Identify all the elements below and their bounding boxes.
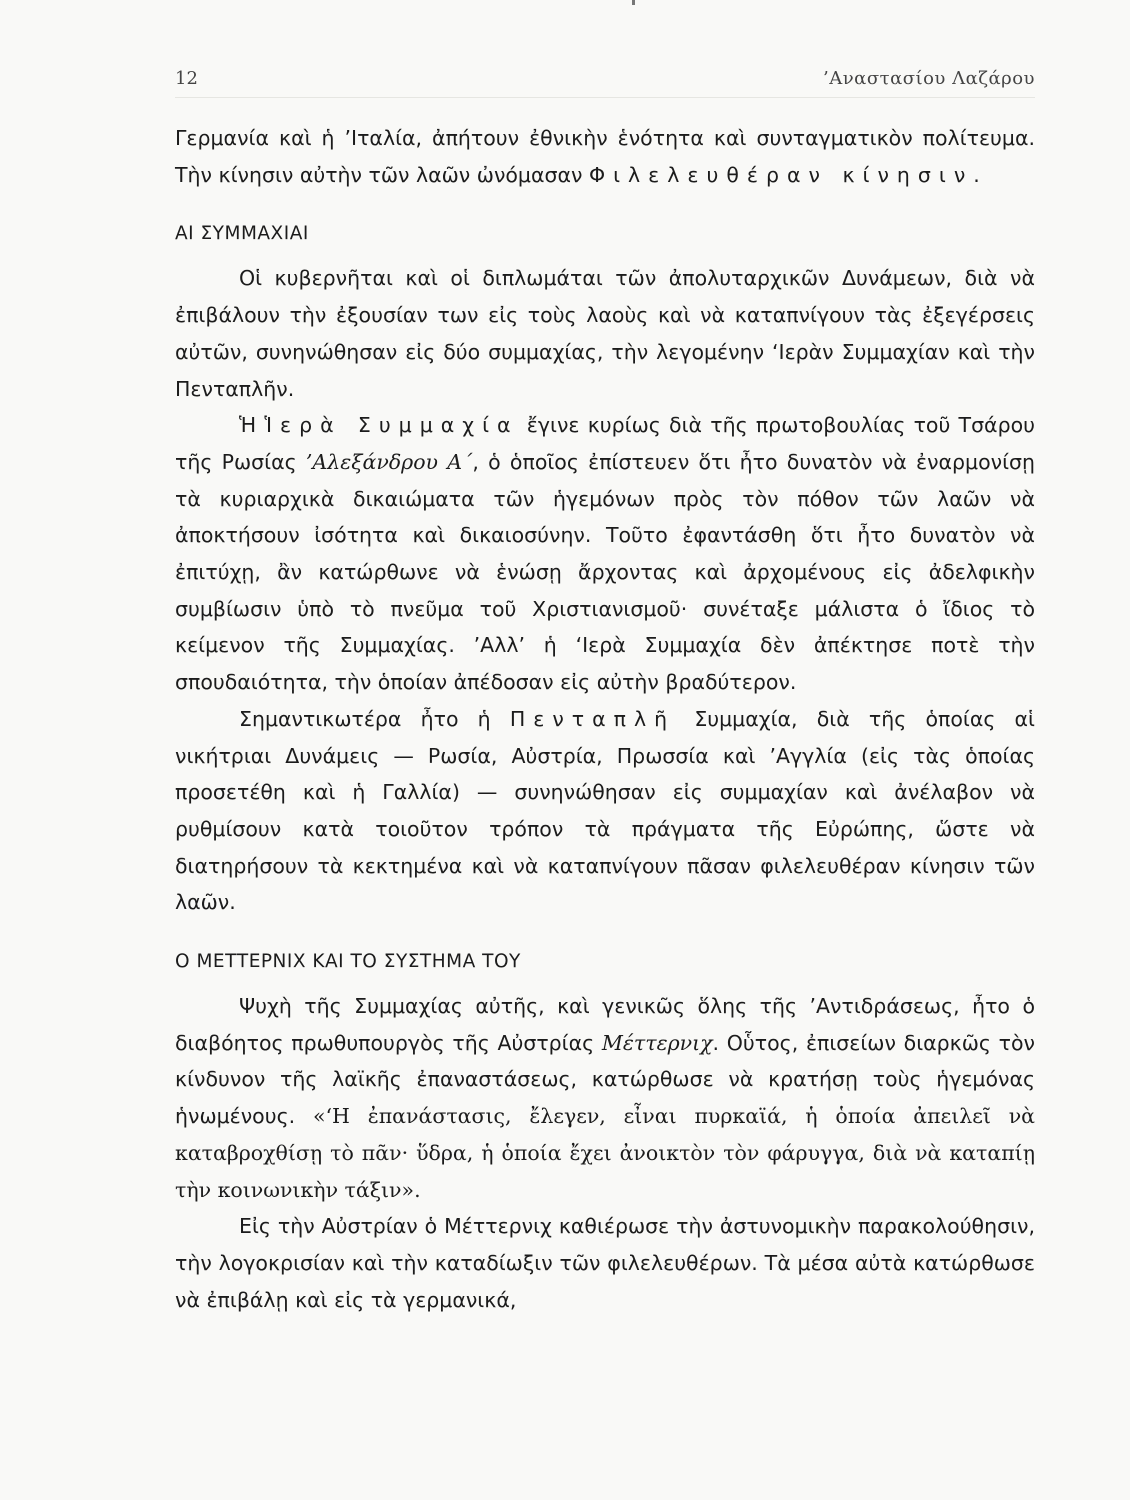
holy-alliance-term: Ἱερὰ Συμμαχία [264, 413, 519, 438]
paragraph-1-text: Γερμανία καὶ ἡ ’Ιταλία, ἀπήτουν ἐθνικὴν ἑνότητα καὶ συνταγματικὸν πολίτευμα. Τὴν κίνησιν αὐτὴν τῶν λαῶν ὠνόμασαν [175, 126, 1035, 187]
section-heading-alliances: ΑΙ ΣΥΜΜΑΧΙΑΙ [175, 223, 309, 245]
paragraph-6: Εἰς τὴν Αὐστρίαν ὁ Μέττερνιχ καθιέρωσε τὴν ἀστυνομικὴν παρακολούθησιν, τὴν λογοκρισίαν καὶ τὴν καταδίωξιν τῶν φιλελευθέρων. Τὰ μέσα αὐτὰ κατώρθωσε νὰ ἐπιβάλῃ καὶ εἰς τὰ γερμανικά, [175, 1214, 1035, 1312]
paragraph-3-mid: ἔγινε κυρίως διὰ τῆς πρωτοβουλίας τοῦ Τσάρου τῆς Ρωσίας [175, 413, 1035, 474]
running-head [175, 68, 1035, 98]
section-heading-metternich: Ο ΜΕΤΤΕΡΝΙΧ ΚΑΙ ΤΟ ΣΥΣΤΗΜΑ ΤΟΥ [175, 951, 521, 973]
paragraph-3-rest: , ὁ ὁποῖος ἐπίστευεν ὅτι ἦτο δυνατὸν νὰ ἐναρμονίσῃ τὰ κυριαρχικὰ δικαιώματα τῶν ἡγεμόνων πρὸς τὸν πόθον τῶν λαῶν νὰ ἀποκτήσουν ἰσότητα καὶ δικαιοσύνην. Τοῦτο ἐφαντάσθη ὅτι ἦτο δυνατὸν νὰ ἐπιτύχῃ, ἂν κατώρθωνε νὰ ἑνώσῃ ἄρχοντας καὶ ἀρχομένους εἰς ἀδελφικὴν συμβίωσιν ὑπὸ τὸ πνεῦμα τοῦ Χριστιανισμοῦ· συνέταξε μάλιστα ὁ ἴδιος τὸ κείμενον τῆς Συμμαχίας. ’Αλλ’ ἡ ‘Ιερὰ Συμμαχία δὲν ἀπέκτησε ποτὲ τὴν σπουδαιότητα, τὴν ὁποίαν ἀπέδοσαν εἰς αὐτὴν βραδύτερον. [175, 449, 1035, 695]
quintuple-term: Πενταπλῆ [509, 706, 676, 731]
page-number: 12 [175, 68, 198, 89]
paragraph-4 [175, 701, 1035, 921]
paragraph-5-mid: . Οὗτος, ἐπισείων διαρκῶς τὸν κίνδυνον τῆς λαϊκῆς ἐπαναστάσεως, κατώρθωσε νὰ κρατήσῃ τοὺς ἡγεμόνας ἡνωμένους. [175, 1030, 1035, 1129]
book-page [175, 68, 1035, 1318]
scan-mark [632, 0, 635, 5]
paragraph-3-lead: Ἡ [239, 413, 265, 438]
alexander-name: ’Αλεξάνδρου Α΄ [305, 449, 473, 474]
paragraph-1 [175, 120, 1035, 193]
paragraph-4-lead: Σημαντικωτέρα ἦτο ἡ [239, 706, 510, 731]
running-title: ’Αναστασίου Λαζάρου [823, 68, 1035, 89]
metternich-name: Μέττερνιχ [601, 1030, 713, 1055]
paragraph-3 [175, 407, 1035, 701]
paragraph-1-spaced: Φιλελευθέραν κίνησιν. [588, 162, 988, 187]
paragraph-5 [175, 988, 1035, 1208]
paragraph-4-rest: Συμμαχία, διὰ τῆς ὁποίας αἱ νικήτριαι Δυνάμεις — Ρωσία, Αὐστρία, Πρωσσία καὶ ’Αγγλία (εἰς τὰς ὁποίας προσετέθη καὶ ἡ Γαλλία) — συνηνώθησαν εἰς συμμαχίαν καὶ ἀνέλαβον νὰ ρυθμίσουν κατὰ τοιοῦτον τρόπον τὰ πράγματα τῆς Εὐρώπης, ὥστε νὰ διατηρήσουν τὰ κεκτημένα καὶ νὰ καταπνίγουν πᾶσαν φιλελευθέραν κίνησιν τῶν λαῶν. [175, 706, 1035, 915]
paragraph-5-lead: Ψυχὴ τῆς Συμμαχίας αὐτῆς, καὶ γενικῶς ὅλης τῆς ’Αντιδράσεως, ἦτο ὁ διαβόητος πρωθυπουργὸς τῆς Αὐστρίας [175, 994, 1035, 1055]
paragraph-2: Οἱ κυβερνῆται καὶ οἱ διπλωμάται τῶν ἀπολυταρχικῶν Δυνάμεων, διὰ νὰ ἐπιβάλουν τὴν ἐξουσίαν των εἰς τοὺς λαοὺς καὶ νὰ καταπνίγουν τὰς ἐξεγέρσεις αὐτῶν, συνηνώθησαν εἰς δύο συμμαχίας, τὴν λεγομένην ‘Ιερὰν Συμμαχίαν καὶ τὴν Πενταπλῆν. [175, 266, 1035, 401]
metternich-quote: «‘Η ἐπανάστασις, ἔλεγεν, εἶναι πυρκαϊά, ἡ ὁποία ἀπειλεῖ νὰ καταβροχθίσῃ τὸ πᾶν· ὕδρα, ἡ ὁποία ἔχει ἀνοικτὸν τὸν φάρυγγα, διὰ νὰ καταπίῃ τὴν κοινωνικὴν τάξιν». [175, 1104, 1035, 1202]
